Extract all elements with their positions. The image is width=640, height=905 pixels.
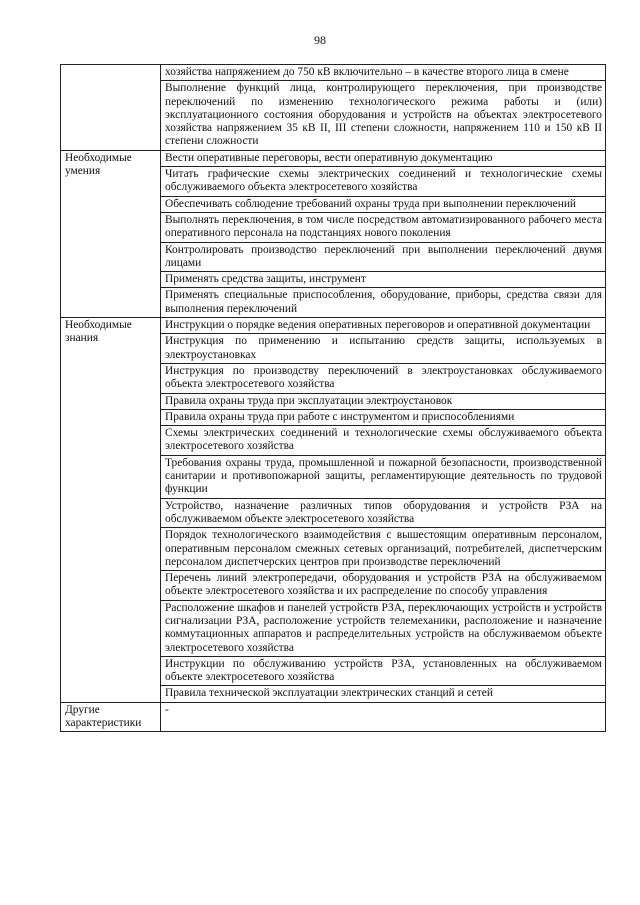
table-cell: Применять средства защиты, инструмент bbox=[161, 272, 606, 288]
table-cell: Вести оперативные переговоры, вести оперативную документацию bbox=[161, 150, 606, 166]
table-row bbox=[61, 150, 606, 166]
table-cell: Читать графические схемы электрических соединений и технологические схемы обслуживаемого объекта электросетевого хозяйства bbox=[161, 167, 606, 197]
table-cell: Правила охраны труда при эксплуатации электроустановок bbox=[161, 393, 606, 409]
table-cell: Устройство, назначение различных типов оборудования и устройств РЗА на обслуживаемом объекте электросетевого хозяйства bbox=[161, 498, 606, 528]
table-cell: Выполнение функций лица, контролирующего переключения, при производстве переключений по изменению технологического режима работы и (или) эксплуатационного состояния оборудования и устройств на объектах электросетевого хозяйства напряжением 35 кВ II, III степени сложности, напряжением 110 и 150 кВ II степени сложности bbox=[161, 81, 606, 150]
section-label-skills: Необходимые умения bbox=[61, 150, 161, 317]
table-cell: Применять специальные приспособления, оборудование, приборы, средства связи для выполнения переключений bbox=[161, 288, 606, 318]
table-cell: Перечень линий электропередачи, оборудования и устройств РЗА на обслуживаемом объекте электросетевого хозяйства и их распределение по способу управления bbox=[161, 571, 606, 601]
table-row bbox=[61, 702, 606, 732]
table-cell: Инструкции по обслуживанию устройств РЗА, установленных на обслуживаемом объекте электросетевого хозяйства bbox=[161, 656, 606, 686]
table-cell: Правила охраны труда при работе с инструментом и приспособлениями bbox=[161, 409, 606, 425]
section-label-continuation bbox=[61, 65, 161, 151]
table-cell: Порядок технологического взаимодействия с вышестоящим оперативным персоналом, оперативным персоналом смежных сетевых организаций, потребителей, диспетчерским персоналом диспетчерских центров при производстве переключений bbox=[161, 528, 606, 571]
table-row bbox=[61, 65, 606, 81]
table-cell: Инструкция по применению и испытанию средств защиты, используемых в электроустановках bbox=[161, 334, 606, 364]
table-cell: Инструкции о порядке ведения оперативных переговоров и оперативной документации bbox=[161, 318, 606, 334]
table-row bbox=[61, 318, 606, 334]
page-number: 98 bbox=[314, 33, 326, 47]
table-cell: Требования охраны труда, промышленной и пожарной безопасности, производственной санитарии и противопожарной защиты, регламентирующие деятельность по трудовой функции bbox=[161, 455, 606, 498]
characteristics-table bbox=[60, 64, 606, 732]
table-cell: Выполнять переключения, в том числе посредством автоматизированного рабочего места оперативного персонала на подстанциях нового поколения bbox=[161, 212, 606, 242]
table-cell: Расположение шкафов и панелей устройств РЗА, переключающих устройств и устройств сигнализации РЗА, расположение устройств телемеханики, расположение и назначение коммутационных аппаратов и распределительных устройств на обслуживаемом объекте электросетевого хозяйства bbox=[161, 600, 606, 656]
table-cell: Контролировать производство переключений при выполнении переключений двумя лицами bbox=[161, 242, 606, 272]
table-cell: хозяйства напряжением до 750 кВ включительно – в качестве второго лица в смене bbox=[161, 65, 606, 81]
table-cell: Схемы электрических соединений и технологические схемы обслуживаемого объекта электросетевого хозяйства bbox=[161, 426, 606, 456]
section-label-other: Другие характеристики bbox=[61, 702, 161, 732]
table-cell: - bbox=[161, 702, 606, 732]
section-label-knowledge: Необходимые знания bbox=[61, 318, 161, 703]
table-cell: Обеспечивать соблюдение требований охраны труда при выполнении переключений bbox=[161, 196, 606, 212]
table-cell: Правила технической эксплуатации электрических станций и сетей bbox=[161, 686, 606, 702]
table-cell: Инструкция по производству переключений в электроустановках обслуживаемого объекта электросетевого хозяйства bbox=[161, 363, 606, 393]
